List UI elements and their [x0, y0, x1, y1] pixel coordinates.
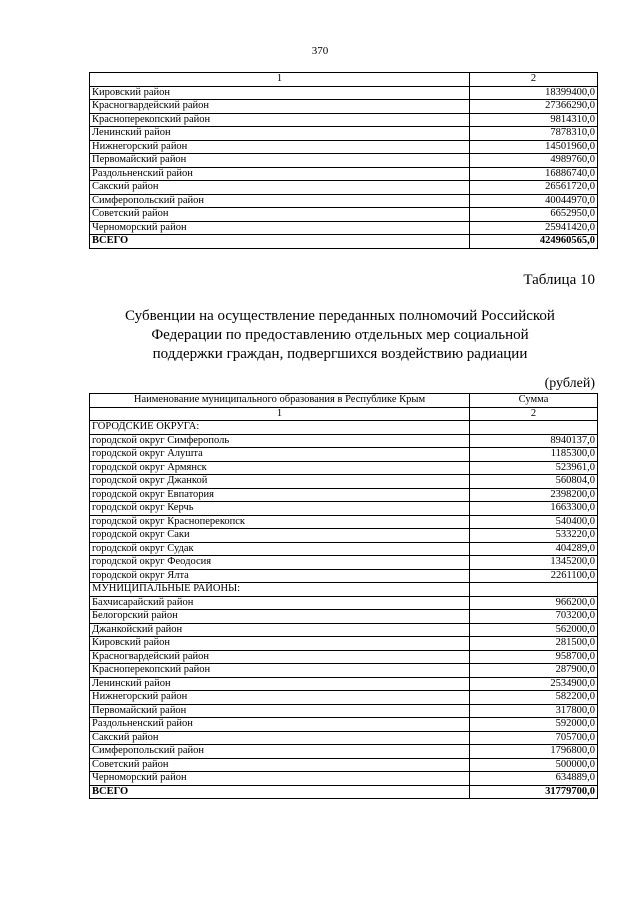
- total-row: [90, 785, 598, 799]
- row-value: 424960565,0: [470, 235, 598, 249]
- row-name: Ленинский район: [90, 127, 470, 141]
- table-row: [90, 691, 598, 705]
- row-name: ВСЕГО: [90, 235, 470, 249]
- row-value: 287900,0: [470, 664, 598, 678]
- row-value: 6652950,0: [470, 208, 598, 222]
- table-row: [90, 637, 598, 651]
- row-value: 404289,0: [470, 542, 598, 556]
- row-value: 2261100,0: [470, 569, 598, 583]
- table-row: [90, 718, 598, 732]
- row-value: 4989760,0: [470, 154, 598, 168]
- row-name: Белогорский район: [90, 610, 470, 624]
- table-row: [90, 745, 598, 759]
- row-name: городской округ Ялта: [90, 569, 470, 583]
- table-row: [90, 461, 598, 475]
- row-value: 705700,0: [470, 731, 598, 745]
- column-number-2: 2: [470, 73, 598, 87]
- table-row: [90, 113, 598, 127]
- table-row: [90, 208, 598, 222]
- row-name: Симферопольский район: [90, 745, 470, 759]
- row-value: 281500,0: [470, 637, 598, 651]
- row-name: городской округ Керчь: [90, 502, 470, 516]
- header-name: Наименование муниципального образования в Республике Крым: [90, 394, 470, 408]
- row-value: 40044970,0: [470, 194, 598, 208]
- row-name: городской округ Феодосия: [90, 556, 470, 570]
- row-name: Сакский район: [90, 731, 470, 745]
- empty-cell: [470, 421, 598, 435]
- row-name: Джанкойский район: [90, 623, 470, 637]
- row-name: Кировский район: [90, 637, 470, 651]
- row-value: 25941420,0: [470, 221, 598, 235]
- row-value: 14501960,0: [470, 140, 598, 154]
- row-name: городской округ Симферополь: [90, 434, 470, 448]
- table-row: [90, 677, 598, 691]
- row-value: 7878310,0: [470, 127, 598, 141]
- row-name: Красногвардейский район: [90, 650, 470, 664]
- table-row: [90, 758, 598, 772]
- table-row: [90, 86, 598, 100]
- row-value: 16886740,0: [470, 167, 598, 181]
- table-row: [90, 221, 598, 235]
- row-name: Нижнегорский район: [90, 140, 470, 154]
- row-value: 958700,0: [470, 650, 598, 664]
- table-row: [90, 448, 598, 462]
- row-value: 8940137,0: [470, 434, 598, 448]
- row-name: городской округ Армянск: [90, 461, 470, 475]
- row-value: 2534900,0: [470, 677, 598, 691]
- table-row: [90, 100, 598, 114]
- section-row-municipal-districts: [90, 583, 598, 597]
- row-value: 1663300,0: [470, 502, 598, 516]
- table-row: [90, 569, 598, 583]
- table-row: [90, 731, 598, 745]
- row-value: 533220,0: [470, 529, 598, 543]
- table-row: [90, 542, 598, 556]
- row-name: Красноперекопский район: [90, 113, 470, 127]
- table-row: [90, 772, 598, 786]
- table-row: [90, 502, 598, 516]
- row-name: Красногвардейский район: [90, 100, 470, 114]
- page-number: 370: [311, 45, 329, 57]
- row-value: 582200,0: [470, 691, 598, 705]
- table-continuation: [89, 72, 598, 249]
- row-name: Советский район: [90, 758, 470, 772]
- table-row: [90, 515, 598, 529]
- row-name: Черноморский район: [90, 221, 470, 235]
- row-name: Первомайский район: [90, 154, 470, 168]
- row-value: 1345200,0: [470, 556, 598, 570]
- row-name: городской округ Джанкой: [90, 475, 470, 489]
- table-title: Субвенции на осуществление переданных полномочий Российской Федерации по предоставлению отдельных мер социальной поддержки граждан, подвергшихся воздействию радиации: [125, 308, 555, 362]
- table-row: [90, 556, 598, 570]
- table-row: [90, 127, 598, 141]
- column-number-row: [90, 407, 598, 421]
- table-row: [90, 154, 598, 168]
- row-name: Черноморский район: [90, 772, 470, 786]
- row-name: Раздольненский район: [90, 718, 470, 732]
- row-value: 9814310,0: [470, 113, 598, 127]
- row-name: городской округ Алушта: [90, 448, 470, 462]
- header-row: [90, 394, 598, 408]
- table1-body: [90, 73, 598, 249]
- table-row: [90, 704, 598, 718]
- row-value: 634889,0: [470, 772, 598, 786]
- row-name: Кировский район: [90, 86, 470, 100]
- row-value: 540400,0: [470, 515, 598, 529]
- column-number-2: 2: [470, 407, 598, 421]
- table-row: [90, 650, 598, 664]
- table-row: [90, 596, 598, 610]
- table-row: [90, 194, 598, 208]
- column-number-1: 1: [90, 407, 470, 421]
- row-name: Симферопольский район: [90, 194, 470, 208]
- row-value: 18399400,0: [470, 86, 598, 100]
- column-number-1: 1: [90, 73, 470, 87]
- section-title: ГОРОДСКИЕ ОКРУГА:: [90, 421, 470, 435]
- row-name: Советский район: [90, 208, 470, 222]
- row-value: 592000,0: [470, 718, 598, 732]
- row-value: 523961,0: [470, 461, 598, 475]
- row-value: 1796800,0: [470, 745, 598, 759]
- row-value: 703200,0: [470, 610, 598, 624]
- units-label: (рублей): [544, 376, 595, 391]
- row-name: городской округ Судак: [90, 542, 470, 556]
- row-name: Сакский район: [90, 181, 470, 195]
- row-name: ВСЕГО: [90, 785, 470, 799]
- table-row: [90, 140, 598, 154]
- table-row: [90, 167, 598, 181]
- row-value: 27366290,0: [470, 100, 598, 114]
- row-value: 26561720,0: [470, 181, 598, 195]
- row-name: Нижнегорский район: [90, 691, 470, 705]
- table-row: [90, 610, 598, 624]
- row-value: 560804,0: [470, 475, 598, 489]
- table-row: [90, 475, 598, 489]
- total-row: [90, 235, 598, 249]
- empty-cell: [470, 583, 598, 597]
- row-name: Первомайский район: [90, 704, 470, 718]
- table-row: [90, 181, 598, 195]
- row-value: 1185300,0: [470, 448, 598, 462]
- table-row: [90, 488, 598, 502]
- section-row-city-districts: [90, 421, 598, 435]
- row-value: 2398200,0: [470, 488, 598, 502]
- row-name: городской округ Евпатория: [90, 488, 470, 502]
- row-name: городской округ Красноперекопск: [90, 515, 470, 529]
- header-sum: Сумма: [470, 394, 598, 408]
- table-row: [90, 664, 598, 678]
- row-name: Бахчисарайский район: [90, 596, 470, 610]
- row-name: Красноперекопский район: [90, 664, 470, 678]
- row-name: Ленинский район: [90, 677, 470, 691]
- table-label: Таблица 10: [523, 272, 595, 288]
- row-name: Раздольненский район: [90, 167, 470, 181]
- row-value: 317800,0: [470, 704, 598, 718]
- column-number-row: [90, 73, 598, 87]
- row-name: городской округ Саки: [90, 529, 470, 543]
- row-value: 966200,0: [470, 596, 598, 610]
- row-value: 562000,0: [470, 623, 598, 637]
- row-value: 500000,0: [470, 758, 598, 772]
- section-title: МУНИЦИПАЛЬНЫЕ РАЙОНЫ:: [90, 583, 470, 597]
- table2-body: [90, 394, 598, 799]
- subsidy-table: [89, 393, 598, 799]
- table-row: [90, 434, 598, 448]
- row-value: 31779700,0: [470, 785, 598, 799]
- table-row: [90, 623, 598, 637]
- table-row: [90, 529, 598, 543]
